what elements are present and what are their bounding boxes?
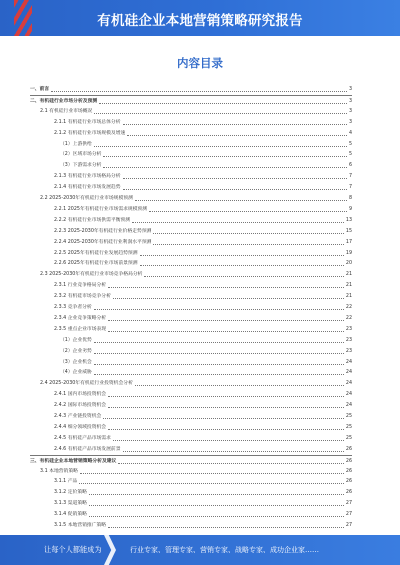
- toc-entry-label: 2.3.4 企业竞争策略分析: [54, 315, 107, 321]
- toc-entry-label: 2.4.4 细分领域投资机会: [54, 424, 107, 430]
- toc-leader-dots: [94, 374, 344, 375]
- toc-entry-page: 24: [345, 381, 352, 387]
- toc-entry-label: （2）企业劣势: [60, 348, 92, 354]
- toc-leader-dots: [153, 233, 343, 234]
- toc-leader-dots: [108, 407, 344, 408]
- toc-entry[interactable]: [30, 444, 352, 453]
- toc-leader-dots: [144, 276, 343, 277]
- toc-leader-dots: [99, 103, 347, 104]
- toc-entry-page: 7: [348, 174, 352, 180]
- toc-entry[interactable]: [30, 269, 352, 278]
- toc-entry-page: 20: [345, 261, 352, 267]
- toc-entry[interactable]: [30, 117, 352, 126]
- toc-entry-page: 27: [345, 512, 352, 518]
- toc-entry-label: 3.1.2 定价策略: [54, 490, 87, 496]
- toc-entry-page: 9: [348, 206, 352, 212]
- toc-entry-label: （3）企业机会: [60, 359, 92, 365]
- toc-entry[interactable]: [30, 400, 352, 409]
- toc-entry-page: 27: [345, 501, 352, 507]
- toc-entry-page: 26: [345, 479, 352, 485]
- toc-entry[interactable]: [30, 476, 352, 485]
- toc-entry-label: 2.2 2025-2030年有机硅行业市场规模预测: [40, 196, 133, 201]
- toc-entry[interactable]: [30, 204, 352, 213]
- toc-entry-label: 2.1.2 有机硅行业市场规模及增速: [54, 130, 126, 136]
- toc-leader-dots: [113, 298, 344, 299]
- toc-entry-label: 2.3.5 重点企业市场表现: [54, 326, 107, 332]
- toc-leader-dots: [79, 483, 344, 484]
- toc-entry[interactable]: [30, 106, 352, 115]
- toc-entry-label: 2.3.1 行业竞争格局分析: [54, 283, 107, 289]
- toc-entry-page: 25: [345, 424, 352, 430]
- toc-leader-dots: [94, 113, 347, 114]
- toc-entry-label: （4）企业威胁: [60, 370, 92, 376]
- toc-leader-dots: [103, 167, 347, 168]
- toc-entry-page: 22: [345, 305, 352, 310]
- toc-entry-label: （1）企业优势: [60, 337, 92, 343]
- toc-leader-dots: [127, 135, 347, 136]
- toc-entry-page: 3: [348, 87, 352, 92]
- toc-entry-label: 2.2.2 有机硅行业市场供需平衡预测: [54, 217, 131, 223]
- toc-entry-label: 2.4.1 国内市场投资机会: [54, 392, 107, 398]
- toc-entry[interactable]: [30, 520, 352, 529]
- toc-entry[interactable]: [30, 182, 352, 191]
- toc-entry-page: 24: [345, 370, 352, 376]
- toc-entry[interactable]: [30, 302, 352, 311]
- toc-entry-page: 26: [345, 490, 352, 496]
- toc-entry-label: 3.1 本地营销策略: [40, 468, 78, 474]
- footer-slogan: 让每个人都能成为: [44, 545, 102, 554]
- toc-entry-page: 19: [345, 250, 352, 256]
- toc-entry-label: 2.1.4 有机硅行业市场发展趋势: [54, 185, 121, 191]
- toc-entry-page: 25: [345, 435, 352, 441]
- toc-entry-label: 2.2.3 2025-2030年有机硅行业价格走势预测: [54, 228, 152, 234]
- toc-entry-page: 24: [345, 359, 352, 365]
- toc-entry-page: 15: [345, 228, 352, 234]
- toc-leader-dots: [140, 255, 344, 256]
- toc-leader-dots: [135, 200, 347, 201]
- toc-leader-dots: [108, 320, 344, 321]
- toc-leader-dots: [123, 178, 347, 179]
- toc-entry[interactable]: [30, 149, 352, 158]
- toc-entry[interactable]: [30, 215, 352, 224]
- toc-entry-page: 26: [345, 468, 352, 474]
- toc-leader-dots: [94, 353, 344, 354]
- toc-entry-page: 21: [345, 283, 352, 289]
- toc-entry[interactable]: [30, 128, 352, 137]
- toc-leader-dots: [89, 516, 344, 517]
- toc-entry-label: 2.2.4 2025-2030年有机硅行业利润水平预测: [54, 239, 152, 245]
- toc-entry[interactable]: [30, 466, 352, 475]
- toc-leader-dots: [108, 527, 344, 528]
- toc-entry[interactable]: [30, 291, 352, 300]
- toc-entry-page: 17: [345, 239, 352, 245]
- toc-entry[interactable]: [30, 487, 352, 496]
- toc-leader-dots: [51, 91, 347, 92]
- toc-entry-label: （3）下游需求分析: [60, 163, 102, 169]
- toc-entry-label: 2.4.2 国际市场投资机会: [54, 403, 107, 409]
- toc-leader-dots: [80, 473, 344, 474]
- toc-entry-page: 24: [345, 403, 352, 409]
- toc-entry-label: 三、有机硅企业本地营销策略分析及建议: [30, 458, 117, 464]
- toc-entry-label: 2.1.3 有机硅行业市场格局分析: [54, 174, 121, 180]
- toc-heading: 内容目录: [177, 56, 223, 70]
- toc-entry-label: 一、前言: [30, 87, 50, 92]
- toc-entry-page: 23: [345, 348, 352, 354]
- toc-leader-dots: [89, 494, 344, 495]
- toc-entry-page: 24: [345, 392, 352, 398]
- toc-entry-page: 26: [345, 458, 352, 464]
- toc-entry-label: 2.4.5 有机硅产品市场需求: [54, 435, 111, 441]
- toc-leader-dots: [132, 222, 344, 223]
- toc-leader-dots: [108, 287, 344, 288]
- arrow-icon: [104, 535, 116, 565]
- toc-entry[interactable]: [30, 411, 352, 420]
- toc-entry-label: 2.1.1 有机硅行业市场总体分析: [54, 119, 121, 125]
- toc-leader-dots: [94, 309, 344, 310]
- toc-entry-page: 7: [348, 185, 352, 191]
- toc-entry[interactable]: [30, 139, 352, 148]
- toc-entry-page: 21: [345, 272, 352, 278]
- toc-entry-label: 2.4.6 有机硅产品市场发展前景: [54, 446, 121, 452]
- toc-entry[interactable]: [30, 258, 352, 267]
- toc-leader-dots: [118, 463, 344, 464]
- toc-entry[interactable]: [30, 498, 352, 507]
- toc-entry-label: 2.4 2025-2030年有机硅行业投资机会分析: [40, 381, 133, 387]
- toc-entry-label: 2.3.2 有机硅市场竞争分析: [54, 294, 111, 300]
- toc-entry-label: 2.3 2025-2030年有机硅行业市场竞争格局分析: [40, 272, 143, 278]
- toc-entry-page: 5: [348, 141, 352, 147]
- toc-entry[interactable]: [30, 357, 352, 366]
- toc-entry-page: 13: [345, 217, 352, 223]
- toc-entry-page: 27: [345, 523, 352, 528]
- toc-leader-dots: [140, 265, 344, 266]
- toc-entry-label: （2）区域市场分析: [60, 152, 102, 158]
- toc-leader-dots: [123, 124, 347, 125]
- toc-entry-label: 2.4.3 产业链投资机会: [54, 414, 102, 419]
- toc-entry[interactable]: [30, 324, 352, 333]
- toc-entry[interactable]: [30, 378, 352, 387]
- toc-entry-page: 22: [345, 315, 352, 321]
- toc-leader-dots: [113, 440, 344, 441]
- toc-entry-label: （1）上游供给: [60, 141, 92, 147]
- toc-entry[interactable]: [30, 171, 352, 180]
- toc-leader-dots: [103, 418, 344, 419]
- toc-entry-label: 3.1.3 渠道策略: [54, 501, 87, 507]
- toc-entry-label: 二、有机硅行业市场分析及预测: [30, 98, 98, 104]
- toc-entry[interactable]: [30, 226, 352, 235]
- toc-leader-dots: [94, 364, 344, 365]
- toc-entry-label: 2.3.3 竞争者分析: [54, 305, 92, 310]
- toc-leader-dots: [108, 429, 344, 430]
- toc-entry-page: 8: [348, 196, 352, 201]
- toc-leader-dots: [89, 505, 344, 506]
- toc-entry[interactable]: [30, 367, 352, 376]
- toc-entry[interactable]: [30, 95, 352, 105]
- toc-leader-dots: [103, 156, 347, 157]
- toc-entry-label: 2.2.6 2025年有机硅行业市场前景预测: [54, 261, 138, 267]
- toc-entry-label: 2.2.1 2025年有机硅行业市场需求规模预测: [54, 206, 148, 212]
- report-footer: [0, 535, 400, 565]
- toc-leader-dots: [123, 451, 344, 452]
- toc-entry[interactable]: [30, 313, 352, 322]
- toc-leader-dots: [108, 331, 344, 332]
- toc-entry[interactable]: [30, 237, 352, 246]
- toc-leader-dots: [94, 342, 344, 343]
- toc-entry-label: 3.1.5 本地营销推广策略: [54, 523, 107, 528]
- toc-entry-label: 3.1.4 促销策略: [54, 512, 87, 518]
- toc-entry-page: 3: [348, 108, 352, 114]
- toc-entry[interactable]: [30, 248, 352, 257]
- toc-leader-dots: [135, 385, 344, 386]
- toc-entry-page: 23: [345, 326, 352, 332]
- toc-entry[interactable]: [30, 389, 352, 398]
- toc-entry[interactable]: [30, 335, 352, 344]
- toc-entry-page: 6: [348, 163, 352, 169]
- footer-tagline: 行业专家、管理专家、营销专家、战略专家、成功企业家……: [130, 546, 319, 554]
- toc-entry-page: 3: [348, 98, 352, 104]
- toc-entry[interactable]: [30, 160, 352, 169]
- report-title: 有机硅企业本地营销策略研究报告: [97, 13, 303, 29]
- toc-entry-label: 2.1 有机硅行业市场概况: [40, 108, 93, 114]
- toc-leader-dots: [94, 146, 347, 147]
- toc-leader-dots: [108, 396, 344, 397]
- toc-entry-page: 3: [348, 119, 352, 125]
- toc-leader-dots: [149, 211, 347, 212]
- toc-entry-label: 3.1.1 产品: [54, 479, 78, 485]
- toc-entry[interactable]: [30, 455, 352, 465]
- toc-entry-page: 5: [348, 152, 352, 158]
- toc-entry-page: 4: [348, 130, 352, 136]
- toc-entry-page: 21: [345, 294, 352, 300]
- toc-entry[interactable]: [30, 280, 352, 289]
- toc-entry-page: 26: [345, 446, 352, 452]
- report-header: [0, 0, 400, 36]
- toc-leader-dots: [153, 244, 343, 245]
- toc-entry-page: 23: [345, 337, 352, 343]
- toc-entry[interactable]: [30, 346, 352, 355]
- toc-entry[interactable]: [30, 84, 352, 93]
- toc-entry[interactable]: [30, 193, 352, 202]
- toc-entry[interactable]: [30, 509, 352, 518]
- toc-entry[interactable]: [30, 433, 352, 442]
- toc-leader-dots: [123, 189, 347, 190]
- toc-entry-label: 2.2.5 2025年有机硅行业发展趋势预测: [54, 250, 138, 256]
- toc-entry-page: 25: [345, 414, 352, 419]
- toc-entry[interactable]: [30, 422, 352, 431]
